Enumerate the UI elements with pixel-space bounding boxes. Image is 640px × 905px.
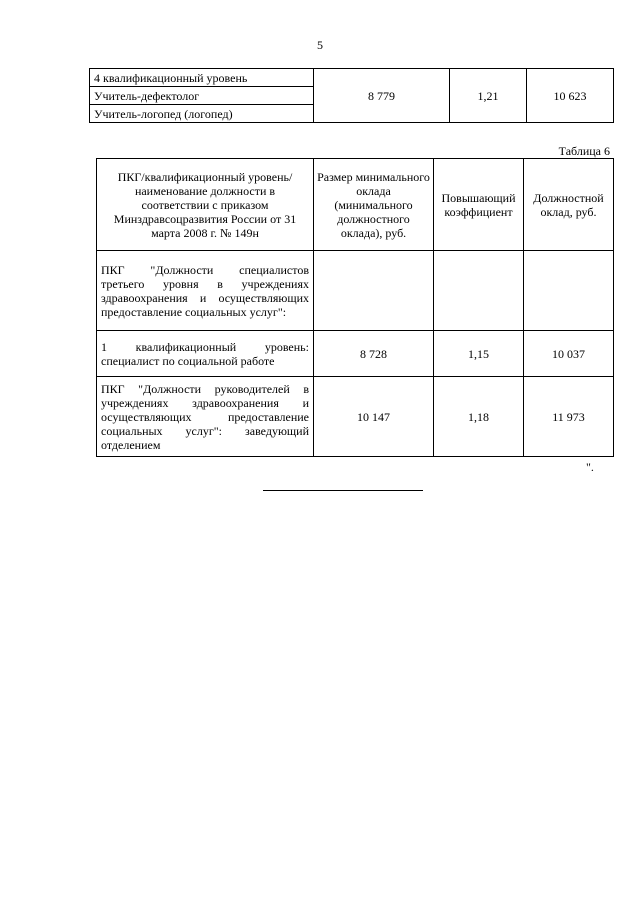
position-cell: 1 квалификационный уровень: специалист по социальной работе [97, 331, 314, 377]
table-row [90, 69, 614, 87]
official-salary-cell: 11 973 [524, 377, 614, 457]
header-min-salary: Размер минимального оклада (минимального должностного оклада), руб. [314, 159, 434, 251]
table-header-row [97, 159, 614, 251]
official-salary-cell: 10 623 [527, 69, 614, 123]
position-cell: Учитель-дефектолог [90, 87, 314, 105]
official-salary-cell: 10 037 [524, 331, 614, 377]
official-salary-cell [524, 251, 614, 331]
salary-cell: 10 147 [314, 377, 434, 457]
separator-line [263, 490, 423, 491]
header-official-salary: Должностной оклад, руб. [524, 159, 614, 251]
continuation-table [89, 68, 614, 123]
coefficient-cell [434, 251, 524, 331]
qualification-level-cell: 4 квалификационный уровень [90, 69, 314, 87]
coefficient-cell: 1,21 [450, 69, 527, 123]
page-number: 5 [317, 38, 323, 52]
position-cell: Учитель-логопед (логопед) [90, 105, 314, 123]
table-row [97, 377, 614, 457]
salary-cell [314, 251, 434, 331]
coefficient-cell: 1,18 [434, 377, 524, 457]
table-6 [96, 158, 614, 457]
table-row [97, 331, 614, 377]
header-position: ПКГ/квалификационный уровень/наименование должности в соответствии с приказом Минздравсоцразвития России от 31 марта 2008 г. № 149н [97, 159, 314, 251]
table-caption: Таблица 6 [558, 144, 610, 158]
salary-cell: 8 779 [314, 69, 450, 123]
closing-quote: ". [586, 460, 594, 474]
position-cell: ПКГ "Должности специалистов третьего уровня в учреждениях здравоохранения и осуществляющих предоставление социальных услуг": [97, 251, 314, 331]
salary-cell: 8 728 [314, 331, 434, 377]
table-row [97, 251, 614, 331]
header-coefficient: Повышающий коэффициент [434, 159, 524, 251]
coefficient-cell: 1,15 [434, 331, 524, 377]
position-cell: ПКГ "Должности руководителей в учреждениях здравоохранения и осуществляющих предоставление социальных услуг": заведующий отделением [97, 377, 314, 457]
